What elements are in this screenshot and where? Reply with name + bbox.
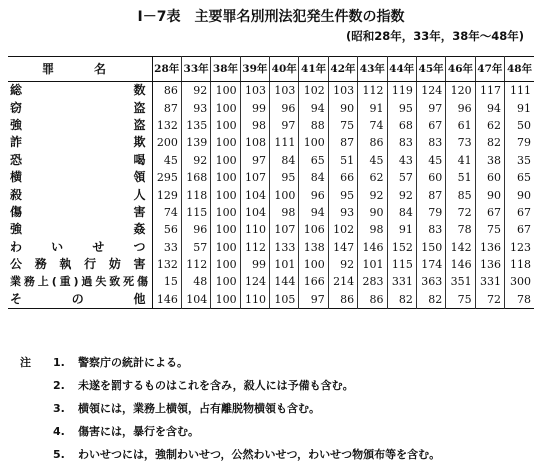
index-value-cell: 123	[505, 239, 534, 256]
index-value-cell: 87	[416, 186, 445, 203]
index-value-cell: 85	[446, 186, 475, 203]
note-number: 2.	[53, 379, 65, 392]
note-text: わいせつには，強制わいせつ，公然わいせつ，わいせつ物頒布等を含む。	[78, 448, 441, 461]
year-header-cell: 46年	[446, 57, 475, 82]
year-header-cell: 39年	[240, 57, 269, 82]
index-value-cell: 105	[270, 291, 299, 309]
index-value-cell: 68	[387, 117, 416, 134]
index-value-cell: 67	[475, 204, 504, 221]
index-value-cell: 72	[475, 291, 504, 309]
index-value-cell: 43	[387, 152, 416, 169]
index-value-cell: 90	[505, 186, 534, 203]
index-value-cell: 331	[475, 273, 504, 290]
table-row	[8, 186, 534, 203]
index-value-cell: 45	[152, 152, 181, 169]
index-value-cell: 104	[240, 204, 269, 221]
index-value-cell: 74	[358, 117, 387, 134]
index-value-cell: 95	[270, 169, 299, 186]
index-value-cell: 62	[475, 117, 504, 134]
index-value-cell: 200	[152, 134, 181, 151]
index-value-cell: 61	[446, 117, 475, 134]
index-value-cell: 92	[328, 256, 357, 273]
note-item	[20, 446, 536, 469]
index-value-cell: 152	[387, 239, 416, 256]
index-value-cell: 67	[505, 204, 534, 221]
index-value-cell: 97	[240, 152, 269, 169]
index-value-cell: 146	[358, 239, 387, 256]
table-row	[8, 239, 534, 256]
index-value-cell: 45	[416, 152, 445, 169]
index-value-cell: 144	[270, 273, 299, 290]
crime-label: 業務上(重)過失致死傷	[8, 273, 152, 290]
crime-label: 強 盗	[8, 117, 152, 134]
crime-label: そ の 他	[8, 291, 152, 309]
index-value-cell: 41	[446, 152, 475, 169]
index-value-cell: 111	[270, 134, 299, 151]
index-value-cell: 136	[475, 239, 504, 256]
index-value-cell: 132	[152, 256, 181, 273]
index-value-cell: 35	[505, 152, 534, 169]
index-value-cell: 96	[270, 99, 299, 116]
notes-list	[20, 354, 536, 469]
notes-section	[20, 354, 536, 469]
year-header-cell: 38年	[211, 57, 240, 82]
index-value-cell: 124	[416, 82, 445, 100]
index-value-cell: 57	[181, 239, 210, 256]
table-row	[8, 134, 534, 151]
index-value-cell: 107	[270, 221, 299, 238]
index-value-cell: 100	[299, 256, 328, 273]
year-header-cell: 33年	[181, 57, 210, 82]
index-value-cell: 100	[211, 221, 240, 238]
table-row	[8, 117, 534, 134]
index-value-cell: 99	[240, 256, 269, 273]
index-value-cell: 96	[446, 99, 475, 116]
crime-label: 詐 欺	[8, 134, 152, 151]
index-value-cell: 98	[358, 221, 387, 238]
index-value-cell: 139	[181, 134, 210, 151]
index-value-cell: 86	[358, 291, 387, 309]
table-body	[8, 82, 534, 309]
index-value-cell: 51	[328, 152, 357, 169]
index-value-cell: 100	[211, 256, 240, 273]
crime-label: 総 数	[8, 82, 152, 100]
index-value-cell: 62	[358, 169, 387, 186]
index-value-cell: 82	[387, 291, 416, 309]
index-value-cell: 146	[152, 291, 181, 309]
index-value-cell: 174	[416, 256, 445, 273]
index-value-cell: 98	[240, 117, 269, 134]
crime-label: 殺 人	[8, 186, 152, 203]
index-value-cell: 86	[328, 291, 357, 309]
index-value-cell: 124	[240, 273, 269, 290]
table-row	[8, 152, 534, 169]
index-value-cell: 92	[181, 82, 210, 100]
table-row	[8, 221, 534, 238]
index-value-cell: 295	[152, 169, 181, 186]
index-value-cell: 57	[387, 169, 416, 186]
index-value-cell: 108	[240, 134, 269, 151]
index-value-cell: 94	[475, 99, 504, 116]
index-value-cell: 92	[358, 186, 387, 203]
index-value-cell: 97	[270, 117, 299, 134]
index-value-cell: 86	[358, 134, 387, 151]
index-value-cell: 92	[181, 152, 210, 169]
index-value-cell: 100	[211, 291, 240, 309]
note-number: 1.	[53, 356, 65, 369]
table-title: I－7表 主要罪名別刑法犯発生件数の指数	[137, 9, 405, 25]
index-value-cell: 83	[416, 134, 445, 151]
index-value-cell: 45	[358, 152, 387, 169]
index-value-cell: 82	[475, 134, 504, 151]
note-item	[20, 400, 536, 423]
index-value-cell: 100	[211, 99, 240, 116]
note-text: 横領には，業務上横領，占有離脱物横領も含む。	[78, 402, 320, 415]
index-value-cell: 78	[446, 221, 475, 238]
index-value-cell: 87	[152, 99, 181, 116]
note-item	[20, 377, 536, 400]
year-header-cell: 40年	[270, 57, 299, 82]
table-row	[8, 99, 534, 116]
index-value-cell: 117	[475, 82, 504, 100]
year-header-cell: 42年	[328, 57, 357, 82]
index-value-cell: 95	[387, 99, 416, 116]
index-value-cell: 110	[240, 291, 269, 309]
row-header-cell	[8, 57, 152, 82]
index-value-cell: 103	[240, 82, 269, 100]
index-value-cell: 87	[328, 134, 357, 151]
index-value-cell: 82	[416, 291, 445, 309]
index-value-cell: 75	[475, 221, 504, 238]
year-header-cell: 47年	[475, 57, 504, 82]
index-value-cell: 94	[299, 99, 328, 116]
index-value-cell: 166	[299, 273, 328, 290]
index-value-cell: 98	[270, 204, 299, 221]
index-value-cell: 56	[152, 221, 181, 238]
index-value-cell: 214	[328, 273, 357, 290]
note-number: 3.	[53, 402, 65, 415]
index-value-cell: 135	[181, 117, 210, 134]
index-value-cell: 75	[328, 117, 357, 134]
index-value-cell: 147	[328, 239, 357, 256]
index-value-cell: 83	[416, 221, 445, 238]
index-value-cell: 104	[181, 291, 210, 309]
index-value-cell: 351	[446, 273, 475, 290]
index-value-cell: 100	[211, 204, 240, 221]
index-value-cell: 100	[211, 134, 240, 151]
index-value-cell: 129	[152, 186, 181, 203]
index-value-cell: 96	[181, 221, 210, 238]
index-value-cell: 100	[211, 239, 240, 256]
index-value-cell: 67	[505, 221, 534, 238]
index-value-cell: 119	[387, 82, 416, 100]
index-value-cell: 94	[299, 204, 328, 221]
index-value-cell: 84	[299, 169, 328, 186]
index-value-cell: 97	[416, 99, 445, 116]
index-value-cell: 90	[328, 99, 357, 116]
index-value-cell: 79	[505, 134, 534, 151]
index-value-cell: 90	[475, 186, 504, 203]
index-value-cell: 111	[505, 82, 534, 100]
index-value-cell: 84	[270, 152, 299, 169]
index-value-cell: 86	[152, 82, 181, 100]
year-header-cell: 45年	[416, 57, 445, 82]
table-row	[8, 82, 534, 100]
index-value-cell: 136	[475, 256, 504, 273]
index-value-cell: 110	[240, 221, 269, 238]
note-text: 傷害には，暴行を含む。	[78, 425, 199, 438]
index-value-cell: 100	[211, 169, 240, 186]
index-value-cell: 100	[270, 186, 299, 203]
index-value-cell: 103	[270, 82, 299, 100]
index-value-cell: 88	[299, 117, 328, 134]
index-value-cell: 91	[387, 221, 416, 238]
index-value-cell: 112	[181, 256, 210, 273]
note-mark: 注	[20, 356, 31, 369]
index-value-cell: 168	[181, 169, 210, 186]
index-value-cell: 103	[328, 82, 357, 100]
index-value-cell: 283	[358, 273, 387, 290]
year-header-cell: 44年	[387, 57, 416, 82]
index-value-cell: 107	[240, 169, 269, 186]
table-row	[8, 204, 534, 221]
note-item	[20, 354, 536, 377]
index-value-cell: 118	[505, 256, 534, 273]
note-item	[20, 423, 536, 446]
index-value-cell: 92	[387, 186, 416, 203]
index-value-cell: 75	[446, 291, 475, 309]
index-value-cell: 120	[446, 82, 475, 100]
index-value-cell: 115	[181, 204, 210, 221]
year-header-cell: 48年	[505, 57, 534, 82]
index-value-cell: 72	[446, 204, 475, 221]
index-value-cell: 51	[446, 169, 475, 186]
index-value-cell: 100	[211, 152, 240, 169]
crime-label: わ い せ つ	[8, 239, 152, 256]
index-value-cell: 100	[211, 273, 240, 290]
index-value-cell: 84	[387, 204, 416, 221]
index-value-cell: 60	[416, 169, 445, 186]
year-header-cell: 28年	[152, 57, 181, 82]
index-value-cell: 67	[416, 117, 445, 134]
index-value-cell: 363	[416, 273, 445, 290]
note-text: 警察庁の統計による。	[78, 356, 188, 369]
table-row	[8, 169, 534, 186]
index-value-cell: 50	[505, 117, 534, 134]
crime-label: 強 姦	[8, 221, 152, 238]
index-value-cell: 91	[358, 99, 387, 116]
table-row	[8, 291, 534, 309]
index-value-cell: 48	[181, 273, 210, 290]
crime-label: 傷 害	[8, 204, 152, 221]
row-header-label-2: 名	[94, 61, 107, 76]
index-value-cell: 101	[358, 256, 387, 273]
index-value-cell: 142	[446, 239, 475, 256]
note-text: 未遂を罰するものはこれを含み，殺人には予備も含む。	[78, 379, 354, 392]
note-number: 4.	[53, 425, 65, 438]
crime-label: 公務執行妨害	[8, 256, 152, 273]
index-value-cell: 99	[240, 99, 269, 116]
index-value-cell: 102	[328, 221, 357, 238]
index-value-cell: 102	[299, 82, 328, 100]
note-number: 5.	[53, 448, 65, 461]
crime-index-table	[8, 56, 534, 309]
index-value-cell: 93	[181, 99, 210, 116]
year-header-cell: 43年	[358, 57, 387, 82]
index-value-cell: 112	[358, 82, 387, 100]
index-value-cell: 100	[299, 134, 328, 151]
index-value-cell: 73	[446, 134, 475, 151]
index-value-cell: 66	[328, 169, 357, 186]
table-subtitle: (昭和28年，33年，38年～48年)	[345, 29, 524, 43]
table-row	[8, 273, 534, 290]
crime-label: 窃 盗	[8, 99, 152, 116]
index-value-cell: 331	[387, 273, 416, 290]
index-value-cell: 146	[446, 256, 475, 273]
index-value-cell: 100	[211, 82, 240, 100]
index-value-cell: 132	[152, 117, 181, 134]
index-value-cell: 65	[299, 152, 328, 169]
index-value-cell: 115	[387, 256, 416, 273]
index-value-cell: 33	[152, 239, 181, 256]
index-value-cell: 112	[240, 239, 269, 256]
index-value-cell: 90	[358, 204, 387, 221]
index-value-cell: 106	[299, 221, 328, 238]
row-header-label-1: 罪	[42, 61, 55, 76]
index-value-cell: 97	[299, 291, 328, 309]
table-row	[8, 256, 534, 273]
index-value-cell: 100	[211, 186, 240, 203]
index-value-cell: 138	[299, 239, 328, 256]
index-value-cell: 96	[299, 186, 328, 203]
index-value-cell: 74	[152, 204, 181, 221]
crime-label: 横 領	[8, 169, 152, 186]
index-value-cell: 101	[270, 256, 299, 273]
index-value-cell: 79	[416, 204, 445, 221]
index-value-cell: 93	[328, 204, 357, 221]
table-header-row	[8, 57, 534, 82]
index-value-cell: 65	[505, 169, 534, 186]
crime-label: 恐 喝	[8, 152, 152, 169]
index-value-cell: 91	[505, 99, 534, 116]
index-value-cell: 78	[505, 291, 534, 309]
index-value-cell: 95	[328, 186, 357, 203]
index-value-cell: 150	[416, 239, 445, 256]
index-value-cell: 60	[475, 169, 504, 186]
index-value-cell: 15	[152, 273, 181, 290]
index-value-cell: 100	[211, 117, 240, 134]
year-header-cell: 41年	[299, 57, 328, 82]
index-value-cell: 38	[475, 152, 504, 169]
index-value-cell: 104	[240, 186, 269, 203]
index-value-cell: 83	[387, 134, 416, 151]
index-value-cell: 133	[270, 239, 299, 256]
index-value-cell: 118	[181, 186, 210, 203]
index-value-cell: 300	[505, 273, 534, 290]
